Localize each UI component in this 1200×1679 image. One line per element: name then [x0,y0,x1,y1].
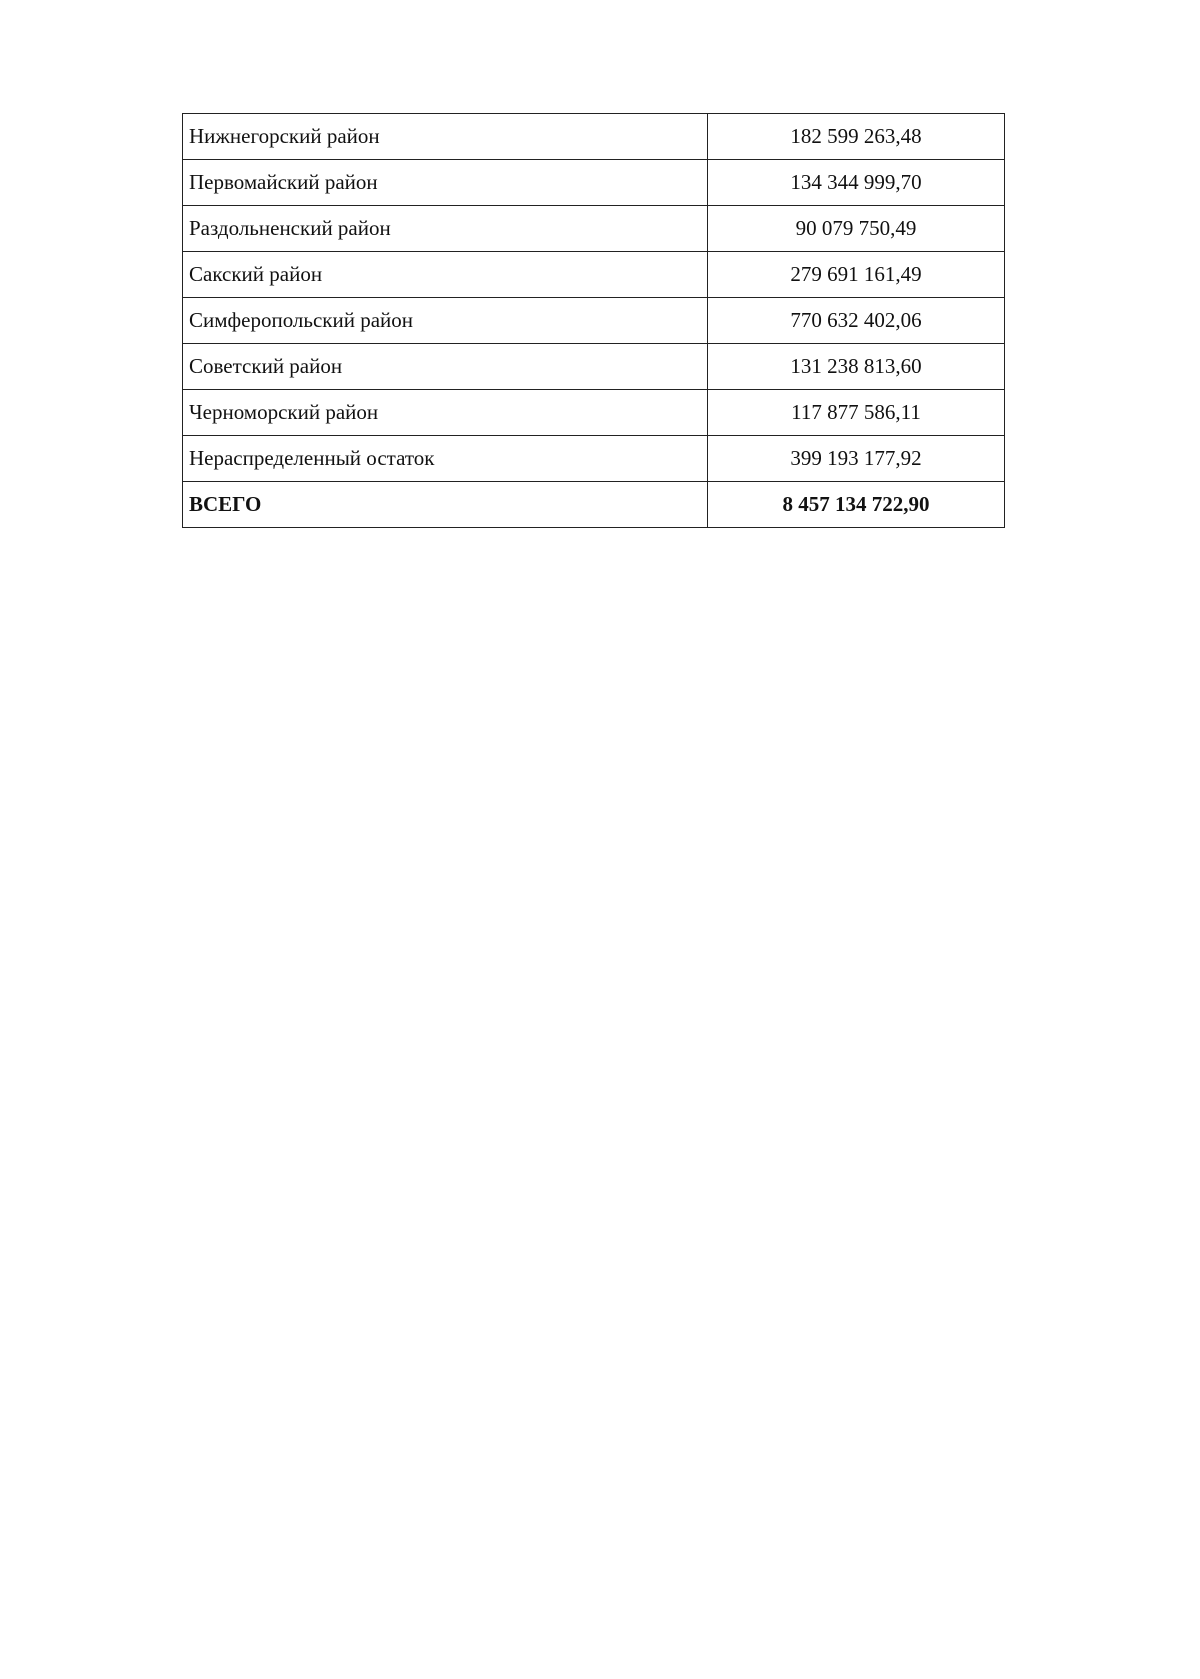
total-label: ВСЕГО [183,482,708,528]
district-name: Раздольненский район [183,206,708,252]
district-amount: 399 193 177,92 [708,436,1005,482]
district-amount: 182 599 263,48 [708,114,1005,160]
table-row [183,160,1005,206]
district-name: Советский район [183,344,708,390]
table-row [183,390,1005,436]
district-amount: 90 079 750,49 [708,206,1005,252]
district-amount: 770 632 402,06 [708,298,1005,344]
district-amount: 134 344 999,70 [708,160,1005,206]
table-row [183,344,1005,390]
district-name: Нижнегорский район [183,114,708,160]
district-amount: 117 877 586,11 [708,390,1005,436]
district-name: Симферопольский район [183,298,708,344]
table-row [183,206,1005,252]
district-name: Нераспределенный остаток [183,436,708,482]
table-row [183,298,1005,344]
district-name: Сакский район [183,252,708,298]
allocation-table [182,113,1005,528]
table-row [183,436,1005,482]
district-amount: 279 691 161,49 [708,252,1005,298]
table-row [183,252,1005,298]
district-amount: 131 238 813,60 [708,344,1005,390]
district-name: Черноморский район [183,390,708,436]
district-name: Первомайский район [183,160,708,206]
total-amount: 8 457 134 722,90 [708,482,1005,528]
total-row [183,482,1005,528]
table-row [183,114,1005,160]
